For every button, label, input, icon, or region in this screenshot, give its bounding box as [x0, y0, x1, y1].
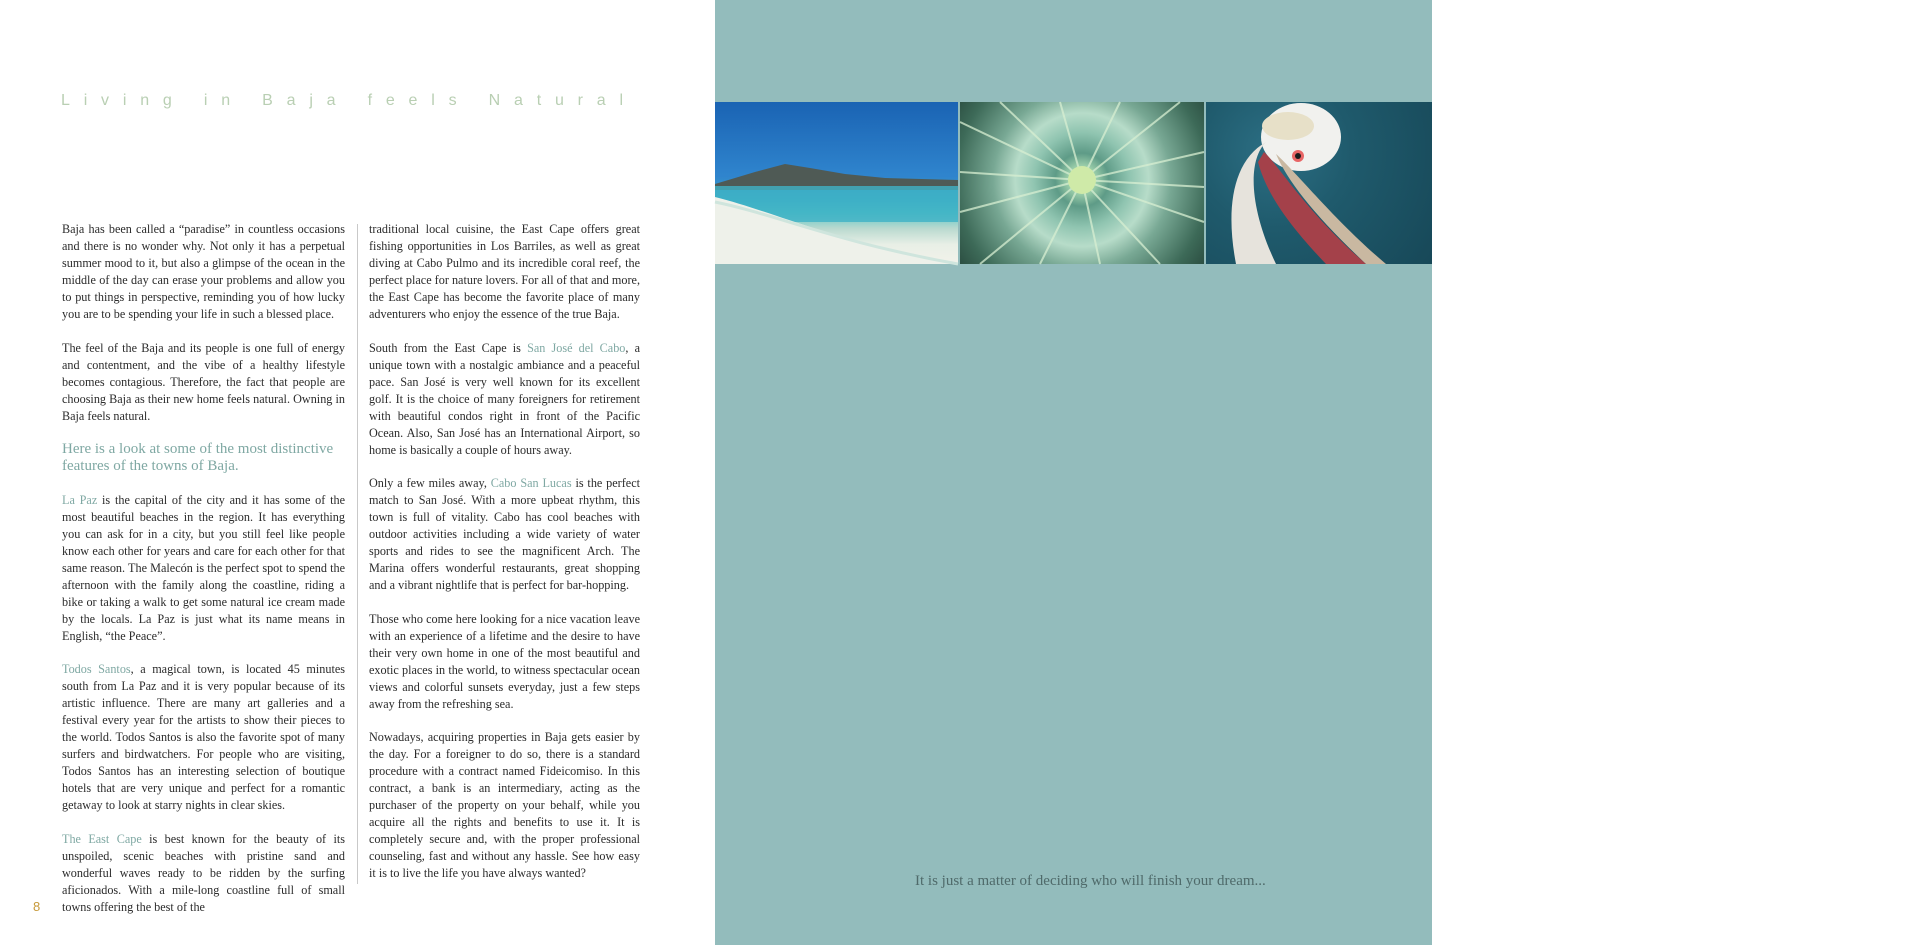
san-jose-paragraph	[369, 340, 640, 459]
san-jose-text: , a unique town with a nostalgic ambiance and a peaceful pace. San José is very well known for its excellent golf. It is the choice of many foreigners for retirement with beautiful condos right in front of the Pacific Ocean. Also, San José has an International Airport, so home is basically a couple of hours away.	[369, 340, 640, 457]
ask-paragraph: Ask for that big pool for your children to play and exercise; a cozy, spacious patio with colorful pottery, unique furniture and marvelous lighting to create the perfect atmosphere for gatherings with friends and good wine; a big hammock to read a great book overlooking the ocean; a garden full of flowers and cacti, where you can grow anything you want. Ask for it all.	[1677, 664, 1919, 798]
cabo-intro: Only a few miles away,	[369, 476, 491, 490]
todos-santos-name: Todos Santos	[62, 662, 131, 676]
beach-illustration	[715, 102, 958, 264]
san-jose-name: San José del Cabo	[527, 340, 626, 355]
vacation-paragraph: Those who come here looking for a nice vacation leave with an experience of a lifetime and the desire to have their very own home in one of the most beautiful and exotic places in the world, to witness spectacular ocean views and colorful sunsets everyday, just a few steps away from the refreshing sea.	[369, 611, 640, 711]
east-cape-continued: traditional local cuisine, the East Cape offers great fishing opportunities in Los Barriles, as well as great diving at Cabo Pulmo and its incredible coral reef, the perfect place for nature lovers. For all of that and more, the East Cape has become the favorite place of many adventurers who enjoy the essence of the true Baja.	[369, 222, 640, 321]
right-page	[715, 0, 1919, 945]
todos-santos-text: , a magical town, is located 45 minutes south from La Paz and it is very popular because of its artistic influence. There are many art galleries and a festival every year for the artists to show their pieces to the world. Todos Santos is also the favorite spot of many surfers and birdwatchers. For people who are visiting, Todos Santos has an interesting selection of boutique hotels that are very unique and perfect for a romantic getaway to look at starry nights in clear skies.	[62, 662, 345, 812]
feel-paragraph: The feel of the Baja and its people is one full of energy and contentment, and the vibe of a healthy lifestyle becomes contagious. Therefore, the fact that people are choosing Baja as their new home feels natural. Owning in Baja feels natural.	[62, 340, 345, 423]
right-column	[1677, 291, 1919, 884]
agave-photo	[960, 102, 1204, 264]
express-paragraph: Express what you wish for and dare to make your dream come true. Finish what your heart has been longing for.	[1677, 817, 1919, 865]
pelican-photo	[1206, 102, 1432, 264]
left-column	[62, 221, 345, 932]
beach-photo	[715, 102, 958, 264]
closing-line: It is just a matter of deciding who will finish your dream...	[915, 873, 1266, 889]
agave-illustration	[960, 102, 1204, 264]
page-number: 8	[33, 899, 41, 914]
peninsula-paragraph: Located in a Peninsula, so far away from the mainland that it almost feels like a private island, Baja is completely isolated and it is a safe haven in Mexico. Local and State authorities, as well as the community work closely together to ensure the safety and well being of all of its people.	[1677, 292, 1919, 391]
east-cape-text: is best known for the beauty of its unspoiled, scenic beaches with pristine sand and wonderful waves ready to be ridden by the surfing aficionados. With a mile-long coastline full of small towns offering the best of the	[62, 831, 345, 914]
pelican-illustration	[1206, 102, 1432, 264]
properties-paragraph: Nowadays, acquiring properties in Baja gets easier by the day. For a foreigner to do so, there is a standard procedure with a contract named Fideicomiso. In this contract, a bank is an intermediary, acting as the purchaser of the property on your behalf, while you acquire all the rights and benefits to use it. It is completely secure and, with the proper professional counseling, fast and without any hassle. See how easy it is to live the life you have always wanted?	[369, 730, 640, 880]
cabo-san-lucas-name: Cabo San Lucas	[490, 476, 572, 490]
lapaz-name: La Paz	[62, 492, 98, 507]
residential-paragraph: Baja has residential options for any kind of lifestyle. Whether you are looking for a calm house in the East Cape, a nice Mexican-style Bungalow in Todos Santos or a high-end home in Los Cabos, Baja has the perfect place for you.	[1677, 410, 1919, 493]
cabo-san-lucas-text: is the perfect match to San José. With a more upbeat rhythm, this town is full of vitality. Cabo has cool beaches with outdoor activities including a wide variety of water sports and rides to see the magnificent Arch. The Marina offers wonderful restaurants, great shopping and a vibrant nightlife that is perfect for bar-hopping.	[369, 476, 641, 592]
left-page	[0, 0, 715, 945]
todos-santos-paragraph	[62, 661, 345, 814]
section-subheading: Here is a look at some of the most distinctive features of the towns of Baja.	[62, 441, 334, 474]
lapaz-text: is the capital of the city and it has some of the most beautiful beaches in the region. It has everything you can ask for in a city, but you still feel like people know each other for years and care for each other for that same reason. The Malecón is the perfect spot to spend the afternoon with the family along the coastline, riding a bike or taking a walk to get some natural ice cream made by the locals. La Paz is just what its name means in English, “the Peace”.	[62, 492, 345, 643]
middle-column	[369, 221, 640, 899]
build-paragraph: In Baja, you can build the home you’ve always wanted with the help of professionals, so you don’t have to worry about anything. From escrow, title and home insurance, construction and decoration, to pool design, landscaping, green energy solutions, property management and maintenance, you may find any help you need within one phone call.	[1677, 512, 1919, 645]
cabo-san-lucas-paragraph	[369, 475, 640, 594]
column-divider	[357, 224, 358, 884]
lapaz-paragraph	[62, 492, 345, 645]
intro-paragraph: Baja has been called a “paradise” in countless occasions and there is no wonder why. Not only it has a perpetual summer mood to it, but also a glimpse of the ocean in the middle of the day can erase your problems and allow you to put things in perspective, reminding you of how lucky you are to be spending your life in such a blessed place.	[62, 222, 345, 321]
headline: Living in Baja feels Natural	[61, 92, 637, 109]
san-jose-intro: South from the East Cape is	[369, 340, 528, 355]
east-cape-paragraph	[62, 831, 345, 916]
east-cape-name: The East Cape	[62, 831, 142, 846]
